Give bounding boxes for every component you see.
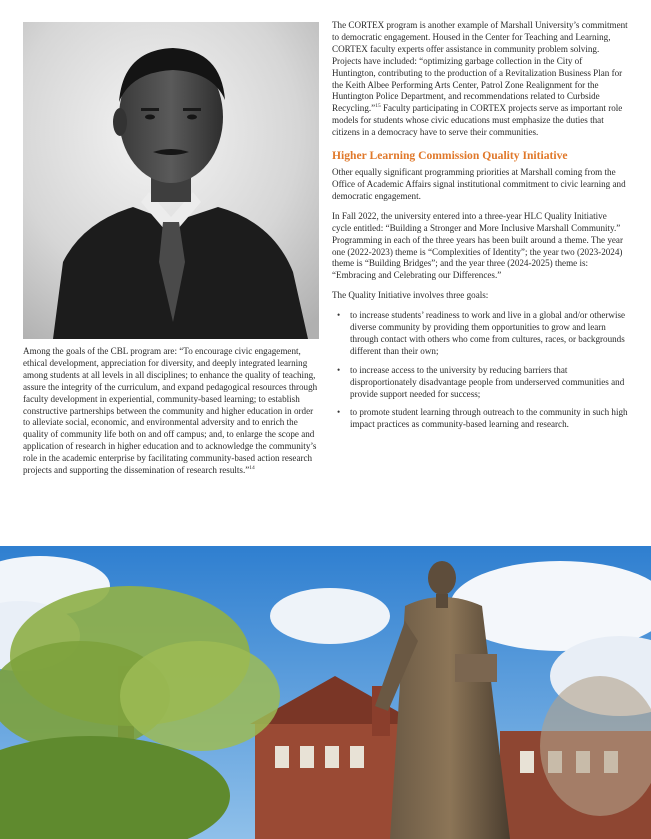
cortex-text-continued: Faculty participating in CORTEX projects serve as important role models for students whose civic educations must emphasize the duties that citizens in a democracy have to serve their communities. [332,103,623,138]
goals-list [332,310,628,431]
portrait-illustration [23,22,319,339]
right-column [332,20,628,438]
footnote-14: 14 [249,465,255,472]
goal-item: • to increase students’ readiness to work and live in a global and/or otherwise diverse community by providing them opportunities to grow and learn through contact with others who come from cultures, races, or backgrounds different than their own; [350,310,628,358]
cbl-goals-paragraph [23,346,321,477]
portrait-photo [23,22,319,339]
cortex-paragraph [332,20,628,139]
footnote-15: 15 [375,103,381,110]
hlc-heading: Higher Learning Commission Quality Initiative [332,149,568,163]
statue-photo [0,546,651,839]
hlc-paragraph-1: Other equally significant programming priorities at Marshall coming from the Office of Academic Affairs signal institutional commitment to civic learning and democratic engagement. [332,167,626,201]
statue-illustration [0,546,651,839]
goal-item: • to promote student learning through outreach to the community in such high impact practices as community-based learning and research. [350,407,628,431]
goals-intro: The Quality Initiative involves three goals: [332,290,489,301]
hlc-paragraph-2: In Fall 2022, the university entered into a three-year HLC Quality Initiative cycle entitled: “Building a Stronger and More Inclusive Marshall Community.” Programming in each of the three years has been built around a theme. The year one (2022-2023) theme is “Complexities of Identity”; the year two (2023-2024) theme is “Building Bridges”; and the year three (2024-2025) theme is: “Embracing and Celebrating our Differences.” [332,210,623,281]
cortex-text: The CORTEX program is another example of Marshall University’s commitment to democratic engagement. Housed in the Center for Teaching and Learning, CORTEX faculty experts offer assistance in community problem solving. Projects have included: “optimizing garbage collection in the City of Huntington, contributing to the production of a Revitalization Business Plan for the Keith Albee Performing Arts Center, Patrol Zone Realignment for the Huntington Police Department, and recommendations related to Curbside Recycling.” [332,20,628,114]
goal-item: • to increase access to the university by reducing barriers that disproportionately disadvantage people from underserved communities and provide support needed for success; [350,365,628,401]
cbl-goals-text: Among the goals of the CBL program are: “To encourage civic engagement, ethical development, appreciation for diversity, and deeply integrated learning among students at all levels in all disciplines; to enhance the quality of teaching, assure the integrity of the curriculum, and expand pedagogical resources through faculty development in experiential, community-based learning; to establish constructive partnerships between the community and higher education in order to alleviate social, economic, and environmental adversity and to enrich the quality of community life both on and off campus; and, to enlarge the scope and application of research in higher education and to acknowledge the community’s role in the academic enterprise by facilitating community-based action research projects and supporting the dissemination of research results.” [23,346,318,476]
